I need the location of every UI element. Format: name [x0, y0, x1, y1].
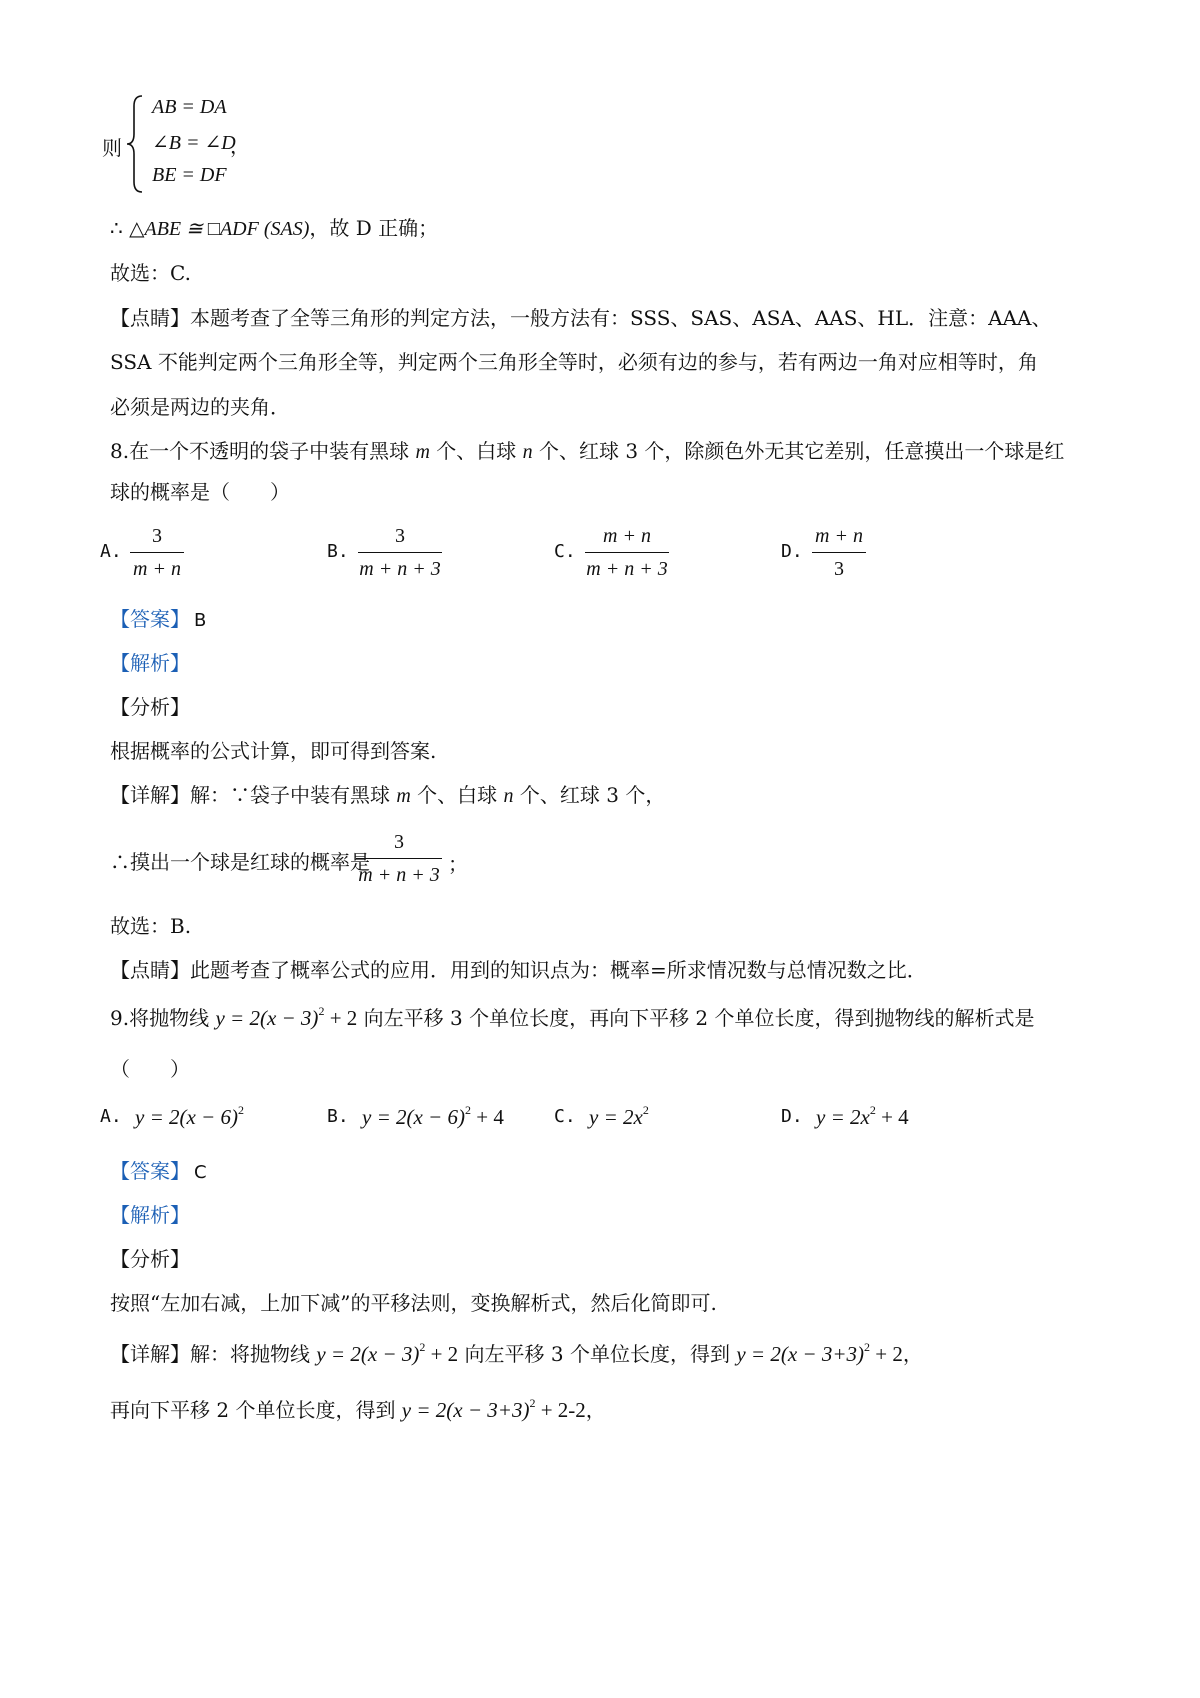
- q9-last-a: 再向下平移 2 个单位长度，得到: [110, 1398, 402, 1422]
- fraction-denominator: m + n + 3: [359, 558, 441, 580]
- q8-option-c-letter: C.: [554, 541, 576, 562]
- question-8-line-1: [110, 435, 1064, 464]
- left-brace-icon: [124, 94, 146, 194]
- eq-tail: + 2: [869, 1342, 903, 1366]
- eq-main: y = 2(x − 3+3): [401, 1398, 530, 1422]
- q9-detail-c: ，: [902, 1342, 923, 1366]
- q8-detail-line: [110, 779, 665, 808]
- q8-text-a: 8.在一个不透明的袋子中装有黑球: [110, 439, 416, 463]
- q9-detail-line: [110, 1338, 923, 1367]
- q9-detail-b: 向左平移 3 个单位长度，得到: [458, 1342, 737, 1366]
- formula-main: y = 2x: [816, 1105, 870, 1129]
- fraction-bar: [130, 552, 184, 553]
- q9-option-b-letter: B.: [327, 1106, 349, 1127]
- eq-tail: + 2: [425, 1342, 459, 1366]
- fraction-denominator: m + n + 3: [358, 864, 440, 886]
- fraction-numerator: 3: [152, 525, 162, 547]
- system-suffix: ，: [230, 134, 250, 158]
- q9-last-line: [110, 1394, 606, 1423]
- q8-option-c-fraction: [585, 522, 669, 583]
- eq-main: y = 2(x − 3): [316, 1342, 420, 1366]
- eq-square: 2: [529, 1396, 536, 1410]
- q8-therefore-fraction: [356, 828, 442, 889]
- q8-text-b: 个、白球: [429, 439, 523, 463]
- question-8-line-2: 球的概率是（ ）: [110, 480, 290, 504]
- comment-q7-line-3: 必须是两边的夹角．: [110, 395, 290, 419]
- fraction-bar: [356, 858, 442, 859]
- q8-choose-line: 故选：B.: [110, 914, 192, 938]
- fraction-bar: [358, 552, 442, 553]
- formula-square: 2: [869, 1103, 876, 1117]
- q9-fenxi-text: 按照“左加右减，上加下减”的平移法则，变换解析式，然后化简即可.: [110, 1291, 717, 1315]
- fraction-numerator: 3: [394, 831, 404, 853]
- q8-detail-var-m: m: [396, 785, 411, 807]
- formula-square: 2: [464, 1103, 471, 1117]
- formula-main: y = 2(x − 6): [135, 1105, 238, 1129]
- q8-var-n: n: [522, 441, 533, 463]
- q8-option-b-letter: B.: [327, 541, 349, 562]
- formula-main: y = 2x: [589, 1105, 643, 1129]
- q8-therefore-tail: ；: [448, 852, 468, 876]
- q8-detail-var-n: n: [503, 785, 514, 807]
- q9-option-a-letter: A.: [100, 1106, 122, 1127]
- comment-q7-line-2: SSA 不能判定两个三角形全等，判定两个三角形全等时，必须有边的参与，若有两边一角对应相等时，角: [110, 350, 1038, 374]
- q9-analysis-tag: 【解析】: [110, 1203, 190, 1227]
- congruence-statement: △ABE ≅ □ADF (SAS): [129, 218, 310, 240]
- q8-detail-a: 【详解】解：∵袋子中装有黑球: [110, 783, 397, 807]
- q8-fenxi-text: 根据概率的公式计算，即可得到答案.: [110, 739, 437, 763]
- q8-analysis-tag: 【解析】: [110, 651, 190, 675]
- q8-therefore-line: [110, 846, 370, 875]
- q9-detail-eq1: [316, 1342, 458, 1366]
- q8-option-a-letter: A.: [100, 541, 122, 562]
- q8-fenxi-tag: 【分析】: [110, 695, 190, 719]
- fraction-bar: [585, 552, 669, 553]
- eq-main: y = 2(x − 3+3): [736, 1342, 864, 1366]
- formula-tail: + 4: [875, 1105, 909, 1129]
- q9-option-b-formula: [362, 1103, 504, 1130]
- q9-last-eq: [402, 1398, 586, 1422]
- system-row-1: AB = DA: [152, 96, 227, 118]
- q8-var-m: m: [415, 441, 430, 463]
- fraction-bar: [812, 552, 866, 553]
- formula-square: 2: [642, 1103, 649, 1117]
- q9-option-d-formula: [816, 1103, 909, 1130]
- q9-equation: [215, 1006, 357, 1030]
- eq-square: 2: [419, 1340, 426, 1354]
- q9-eq-tail: + 2: [324, 1006, 358, 1030]
- conclusion-tail: ，故 D 正确；: [309, 216, 439, 240]
- q9-detail-eq2: [736, 1342, 902, 1366]
- q8-detail-c: 个、红球 3 个，: [513, 783, 666, 807]
- q8-detail-b: 个、白球: [410, 783, 504, 807]
- fraction-numerator: 3: [395, 525, 405, 547]
- q9-option-c-formula: [589, 1103, 649, 1130]
- fraction-denominator: m + n: [133, 558, 181, 580]
- eq-square: 2: [863, 1340, 870, 1354]
- q9-eq-main: y = 2(x − 3): [215, 1006, 319, 1030]
- q8-therefore-text: ∴摸出一个球是红球的概率是: [110, 850, 370, 874]
- q9-text-rest: 向左平移 3 个单位长度，再向下平移 2 个单位长度，得到抛物线的解析式是: [357, 1006, 1035, 1030]
- q8-answer-line: [110, 603, 206, 632]
- q8-option-d-fraction: [812, 522, 866, 583]
- eq-tail: + 2-2: [535, 1398, 586, 1422]
- therefore-symbol: ∴: [110, 216, 123, 240]
- q9-detail-a: 【详解】解：将抛物线: [110, 1342, 317, 1366]
- equation-system: [102, 92, 370, 202]
- fraction-numerator: m + n: [815, 525, 863, 547]
- fraction-numerator: m + n: [603, 525, 651, 547]
- q8-option-b-fraction: [358, 522, 442, 583]
- formula-main: y = 2(x − 6): [362, 1105, 465, 1129]
- q9-fenxi-tag: 【分析】: [110, 1247, 190, 1271]
- q9-option-c-letter: C.: [554, 1106, 576, 1127]
- q9-option-d-letter: D.: [781, 1106, 803, 1127]
- conclusion-line: [110, 212, 438, 241]
- q8-text-c: 个、红球 3 个，除颜色外无其它差别，任意摸出一个球是红: [532, 439, 1065, 463]
- system-row-2: ∠B = ∠D: [152, 132, 236, 154]
- fraction-denominator: m + n + 3: [586, 558, 668, 580]
- q9-option-a-formula: [135, 1103, 244, 1130]
- formula-tail: + 4: [470, 1105, 504, 1129]
- question-9-line-2: （ ）: [110, 1057, 190, 1081]
- question-9-line-1: [110, 1002, 1035, 1031]
- q8-comment-line: 【点睛】此题考查了概率公式的应用．用到的知识点为：概率=所求情况数与总情况数之比．: [110, 958, 927, 982]
- formula-square: 2: [237, 1103, 244, 1117]
- q9-last-c: ，: [585, 1398, 606, 1422]
- q9-prefix: 9.将抛物线: [110, 1006, 216, 1030]
- answer-tag: 【答案】: [110, 1159, 190, 1183]
- q9-eq-square: 2: [318, 1004, 325, 1018]
- answer-tag: 【答案】: [110, 607, 190, 631]
- fraction-denominator: 3: [834, 558, 844, 580]
- comment-q7-line-1: 【点睛】本题考查了全等三角形的判定方法，一般方法有：SSS、SAS、ASA、AAS、HL．注意：AAA、: [110, 306, 1052, 330]
- q8-option-d-letter: D.: [781, 541, 803, 562]
- q8-option-a-fraction: [130, 522, 184, 583]
- choose-line-q7: 故选：C.: [110, 261, 191, 285]
- answer-value: C: [194, 1162, 207, 1183]
- q9-answer-line: [110, 1155, 207, 1184]
- system-prefix: 则: [102, 136, 122, 160]
- answer-value: B: [194, 610, 207, 631]
- system-row-3: BE = DF: [152, 164, 227, 186]
